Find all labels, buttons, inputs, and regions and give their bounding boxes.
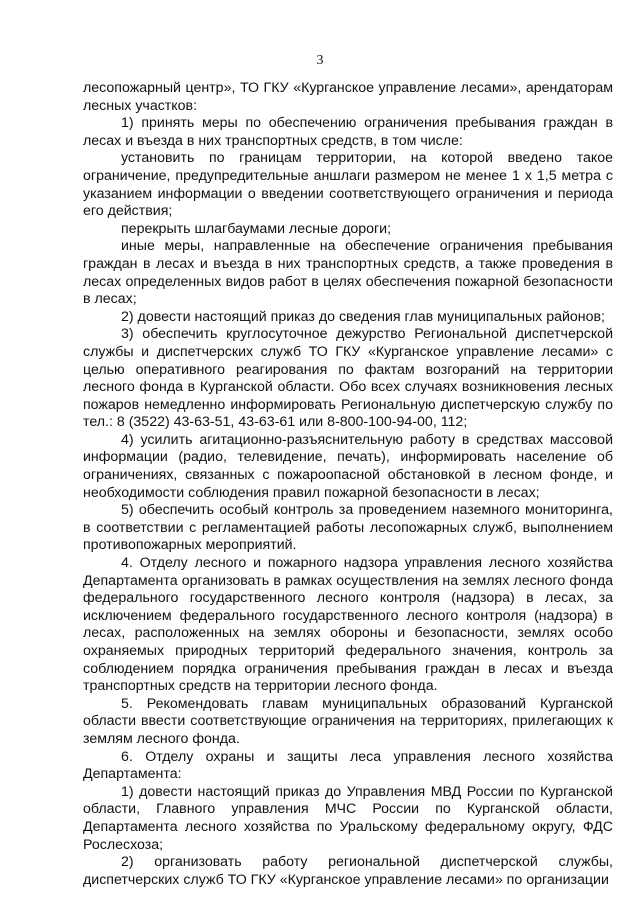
- paragraph-section-5: 5. Рекомендовать главам муниципальных образований Курганской области ввести соответствующие ограничения на территориях, прилегающих к землям лесного фонда.: [83, 695, 613, 747]
- paragraph-item-5: 5) обеспечить особый контроль за проведением наземного мониторинга, в соответствии с регламентацией работы лесопожарных служб, выполнением противопожарных мероприятий.: [83, 502, 613, 554]
- paragraph-continuation: лесопожарный центр», ТО ГКУ «Курганское управление лесами», арендаторам лесных участков:: [83, 80, 613, 114]
- paragraph-section-6: 6. Отделу охраны и защиты леса управления лесного хозяйства Департамента:: [83, 748, 613, 783]
- document-body: [83, 80, 613, 889]
- paragraph-subitem-other-measures: иные меры, направленные на обеспечение ограничения пребывания граждан в лесах и въезда в них транспортных средств, а также проведения в лесах определенных видов работ в целях обеспечения пожарной безопасности в лесах;: [83, 238, 613, 308]
- paragraph-subitem-barriers: перекрыть шлагбаумами лесные дороги;: [121, 220, 392, 237]
- paragraph-item-3: 3) обеспечить круглосуточное дежурство Региональной диспетчерской службы и диспетчерских служб ТО ГКУ «Курганское управление лесами» с целью оперативного реагирования по фактам возгораний на территории лесного фонда в Курганской области. Обо всех случаях возникновения лесных пожаров немедленно информировать Региональную диспетчерскую службу по тел.: 8 (3522) 43-63-51, 43-63-61 или 8-800-100-94-00, 112;: [83, 326, 613, 431]
- paragraph-section-4: 4. Отделу лесного и пожарного надзора управления лесного хозяйства Департамента организовать в рамках осуществления на землях лесного фонда федерального государственного лесного контроля (надзора) в лесах, за исключением федерального государственного лесного контроля (надзора) в лесах, расположенных на землях обороны и безопасности, землях особо охраняемых природных территорий федерального значения, контроль за соблюдением порядка ограничения пребывания граждан в лесах и въезда транспортных средств на территории лесного фонда.: [83, 555, 613, 695]
- paragraph-item-4: 4) усилить агитационно-разъяснительную работу в средствах массовой информации (радио, телевидение, печать), информировать население об ограничениях, связанных с пожароопасной обстановкой в лесном фонде, и необходимости соблюдения правил пожарной безопасности в лесах;: [83, 431, 613, 501]
- paragraph-section-6-item-2: 2) организовать работу региональной диспетчерской службы, диспетчерских служб ТО ГКУ «Курганское управление лесами» по организации: [83, 854, 613, 888]
- page-number: 3: [316, 53, 324, 68]
- paragraph-section-6-item-1: 1) довести настоящий приказ до Управления МВД России по Курганской области, Главного управления МЧС России по Курганской области, Департамента лесного хозяйства по Уральскому федеральному округу, ФДС Рослесхоза;: [83, 783, 613, 853]
- paragraph-subitem-signs: установить по границам территории, на которой введено такое ограничение, предупредительные аншлаги размером не менее 1 х 1,5 метра с указанием информации о введении соответствующего ограничения и периода его действия;: [83, 150, 613, 220]
- paragraph-item-1: 1) принять меры по обеспечению ограничения пребывания граждан в лесах и въезда в них транспортных средств, в том числе:: [83, 115, 613, 149]
- paragraph-item-2: 2) довести настоящий приказ до сведения глав муниципальных районов;: [121, 308, 605, 325]
